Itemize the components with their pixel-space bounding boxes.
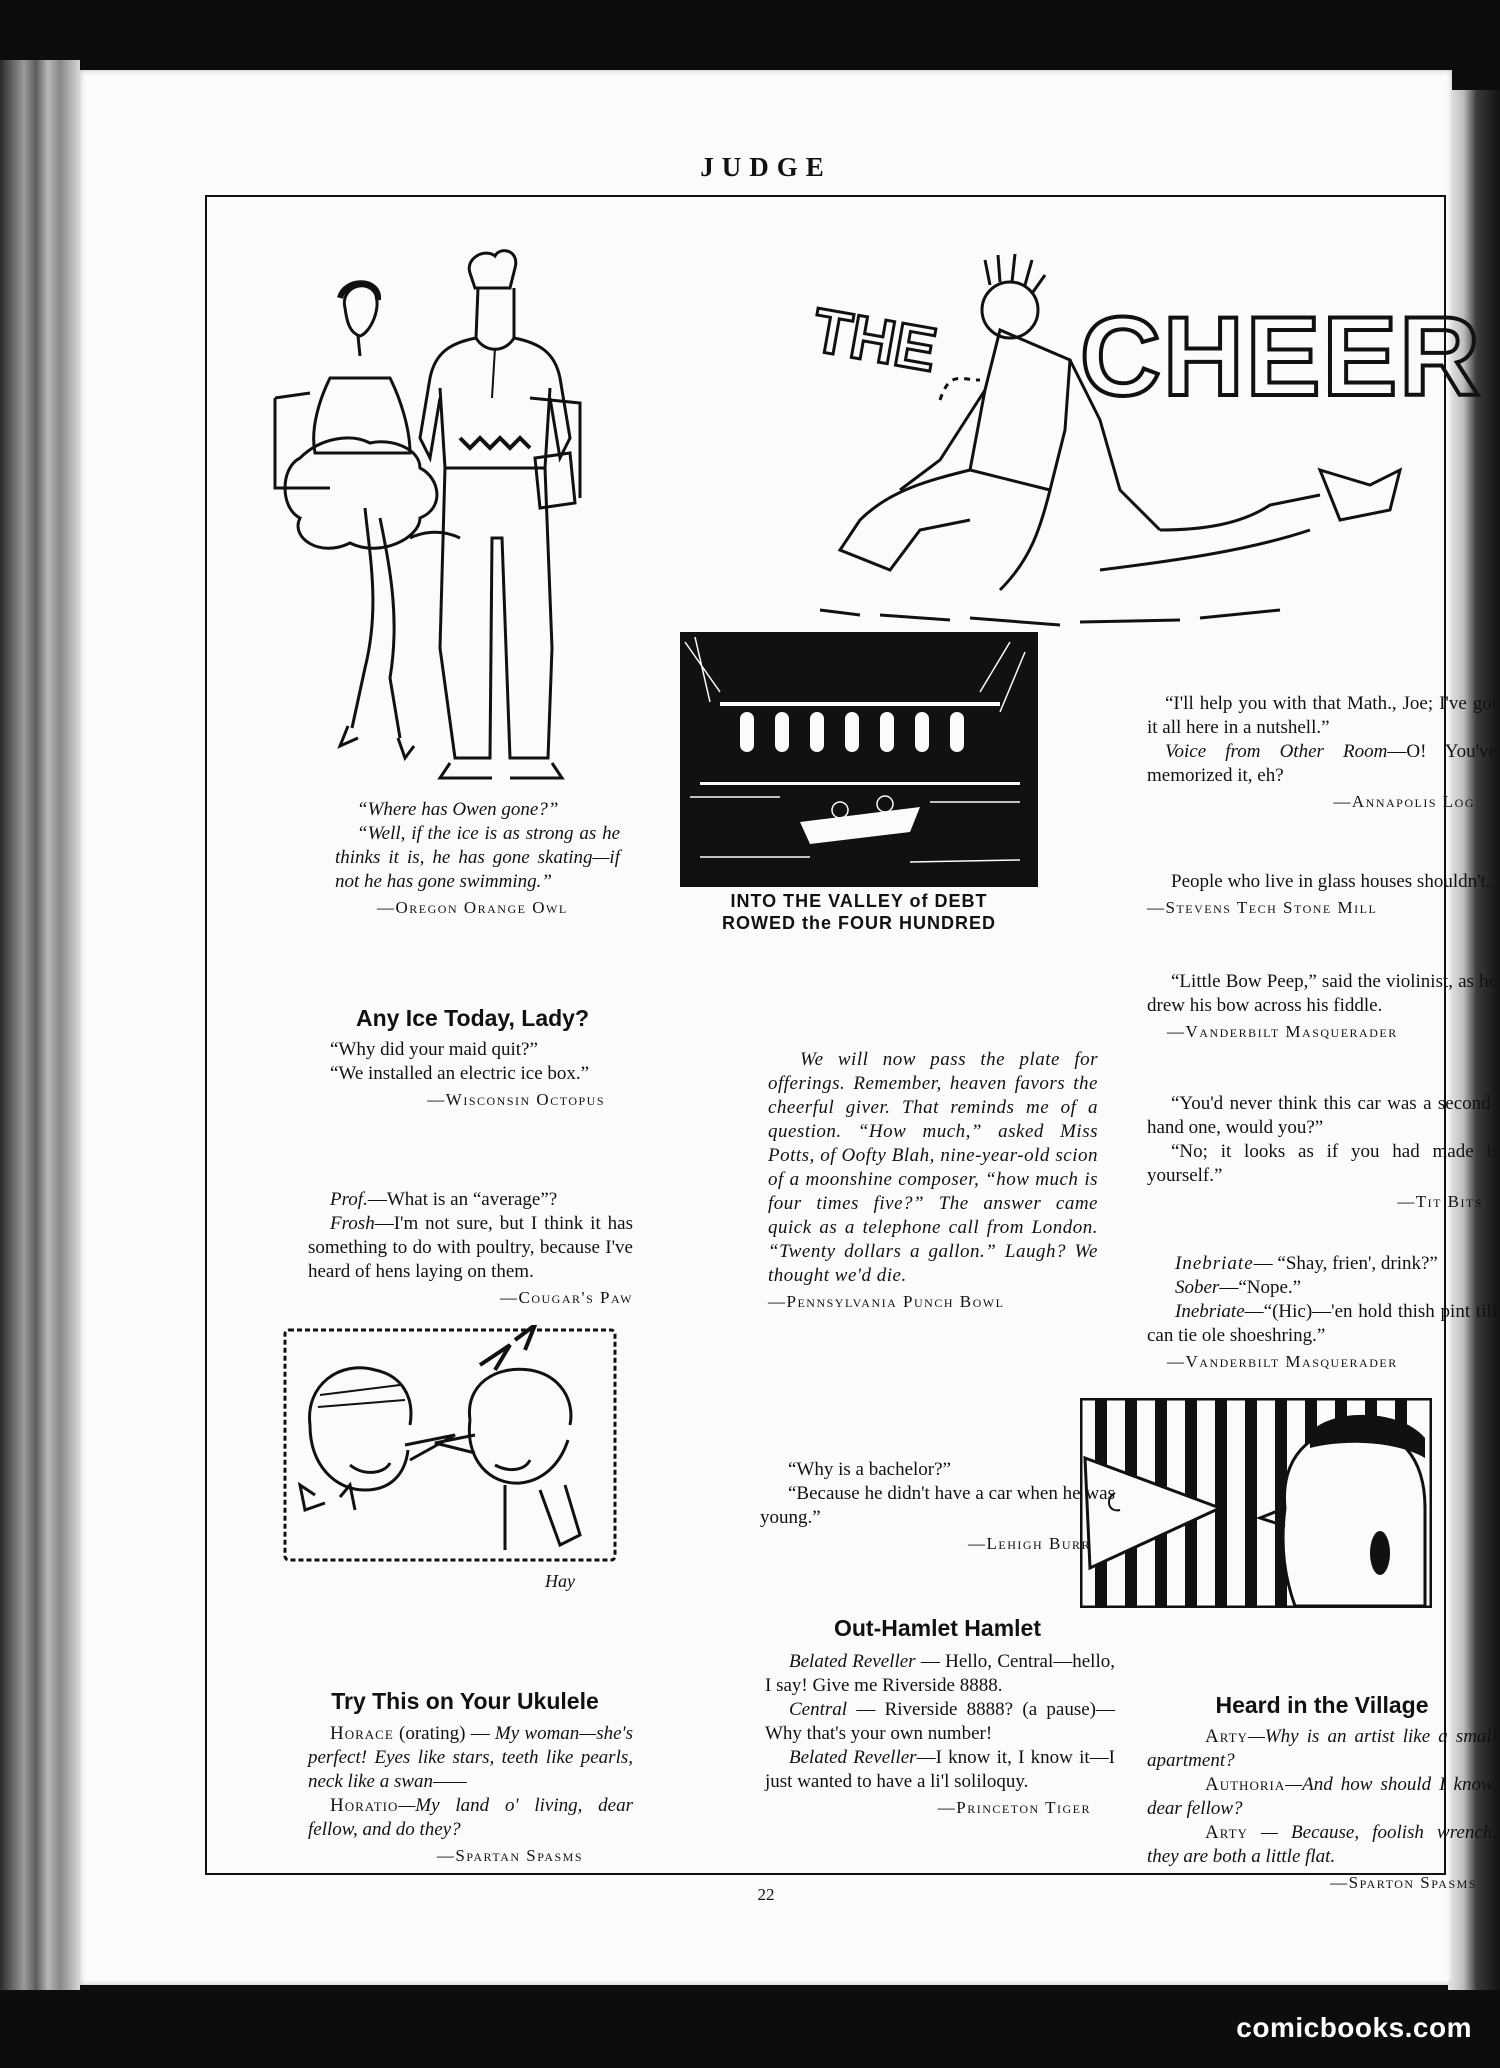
joke-bachelor-answer: “Because he didn't have a car when he was young.” <box>760 1483 1115 1528</box>
village-line-2: —And how should I know, dear fellow? <box>1147 1774 1497 1819</box>
joke-ice-answer: “We installed an electric ice box.” <box>330 1063 590 1084</box>
inebriate-speaker-1: Inebriate <box>1175 1253 1254 1274</box>
frosh-speaker: Frosh <box>330 1213 375 1234</box>
valley-woodcut <box>680 632 1038 887</box>
joke-plate-text: We will now pass the plate for offerings. Remember, heaven favors the cheerful giver. That reminds me of a question. “How much,” asked Miss Potts, of Oofty Blah, nine-year-old scion of a moonshine composer, “how much is four times five?” The answer came quick as a telephone call from London. “Twenty dollars a gallon.” Laugh? We thought we'd die. <box>768 1049 1098 1286</box>
joke-car <box>1147 1092 1497 1214</box>
inebriate-speaker-2: Inebriate <box>1175 1301 1245 1322</box>
sober-line: —“Nope.” <box>1219 1277 1302 1298</box>
valley-caption-line1: INTO THE VALLEY of DEBT <box>730 891 988 911</box>
village-line-1: —Why is an artist like a small apartment? <box>1147 1726 1497 1771</box>
joke-math-question: “I'll help you with that Math., Joe; I've got it all here in a nutshell.” <box>1147 693 1497 738</box>
voice-speaker: Voice from Other Room <box>1165 741 1388 762</box>
joke-inebriate-source: —Vanderbilt Masquerader <box>1167 1352 1398 1371</box>
prof-speaker: Prof. <box>330 1189 368 1210</box>
voice-line: —O! You've memorized it, eh? <box>1147 741 1497 786</box>
horace-line: My woman—she's perfect! Eyes like stars, teeth like pearls, neck like a swan—— <box>308 1723 633 1792</box>
magazine-title: JUDGE <box>700 152 832 182</box>
horace-stage: (orating) — <box>393 1723 495 1744</box>
prof-line: —What is an “average”? <box>367 1189 558 1210</box>
joke-owen-question: “Where has Owen gone?” <box>357 799 559 820</box>
caricature-cartoon <box>280 1325 620 1595</box>
joke-bachelor-question: “Why is a bachelor?” <box>788 1459 951 1480</box>
hamlet-speaker-2: Central <box>789 1699 848 1720</box>
joke-hamlet <box>765 1650 1115 1820</box>
horace-speaker: Horace <box>330 1723 394 1744</box>
joke-ice-question: “Why did your maid quit?” <box>330 1039 538 1060</box>
joke-bopeep-text: “Little Bow Peep,” said the violinist, as he drew his bow across his fiddle. <box>1147 971 1497 1016</box>
joke-owen-answer: “Well, if the ice is as strong as he thinks it is, he has gone skating—if not he has gone swimming.” <box>335 823 620 892</box>
joke-village-source: —Sparton Spasms <box>1330 1873 1477 1892</box>
joke-ice <box>308 1038 633 1112</box>
site-watermark: comicbooks.com <box>1236 2012 1472 2043</box>
village-speaker-3: Arty <box>1205 1822 1248 1843</box>
joke-ukulele-source: —Spartan Spasms <box>436 1846 583 1865</box>
village-speaker-1: Arty <box>1205 1726 1248 1747</box>
joke-village <box>1147 1725 1497 1895</box>
svg-text:Hay: Hay <box>545 1571 575 1591</box>
cheer-title-left: THE <box>807 295 942 386</box>
inebriate-line-1: — “Shay, frien', drink?” <box>1253 1253 1438 1274</box>
joke-owen-source: —Oregon Orange Owl <box>377 898 568 917</box>
hamlet-line-3: —I know it, I know it—I just wanted to have a li'l soliloquy. <box>765 1747 1115 1792</box>
valley-caption-line2: ROWED the FOUR HUNDRED <box>722 913 996 933</box>
joke-inebriate <box>1147 1252 1497 1374</box>
joke-average-source: —Cougar's Paw <box>500 1288 633 1307</box>
village-speaker-2: Authoria <box>1205 1774 1286 1795</box>
joke-car-answer: “No; it looks as if you had made it yourself.” <box>1147 1141 1497 1186</box>
heading-village: Heard in the Village <box>1215 1692 1429 1718</box>
page-number: 22 <box>757 1885 775 1904</box>
joke-math <box>1147 692 1497 814</box>
joke-plate-source: —Pennsylvania Punch Bowl <box>768 1292 1005 1311</box>
joke-glass-source: —Stevens Tech Stone Mill <box>1147 898 1378 917</box>
frosh-line: —I'm not sure, but I think it has something to do with poultry, because I've heard of hens laying on them. <box>308 1213 633 1282</box>
joke-car-source: —Tit Bits <box>1397 1192 1483 1211</box>
horatio-line: —My land o' living, dear fellow, and do they? <box>308 1795 633 1840</box>
joke-bopeep-source: —Vanderbilt Masquerader <box>1167 1022 1398 1041</box>
village-line-3: — Because, foolish wrench, they are both a little flat. <box>1147 1822 1497 1867</box>
hamlet-speaker-1: Belated Reveller <box>789 1651 916 1672</box>
hamlet-line-2: — Riverside 8888? (a pause)—Why that's your own number! <box>765 1699 1115 1744</box>
magazine-page <box>80 70 1497 1985</box>
village-cartoon <box>1080 1398 1432 1608</box>
sober-speaker: Sober <box>1175 1277 1220 1298</box>
joke-glass <box>1147 870 1497 920</box>
joke-hamlet-source: —Princeton Tiger <box>937 1798 1091 1817</box>
joke-bachelor <box>760 1458 1115 1556</box>
cheer-title-right: CHEER <box>1080 294 1483 419</box>
heading-ukulele: Try This on Your Ukulele <box>331 1688 599 1714</box>
inebriate-line-2: —“(Hic)—'en hold thish pint till can tie ole shoeshring.” <box>1147 1301 1497 1346</box>
joke-bachelor-source: —Lehigh Burr <box>968 1534 1091 1553</box>
left-binding-edge <box>0 60 80 1990</box>
joke-plate <box>768 1048 1098 1314</box>
joke-bopeep <box>1147 970 1497 1044</box>
hamlet-line-1: — Hello, Central—hello, I say! Give me Riverside 8888. <box>765 1651 1115 1696</box>
heading-hamlet: Out-Hamlet Hamlet <box>833 1615 1042 1641</box>
joke-car-question: “You'd never think this car was a second-hand one, would you?” <box>1147 1093 1497 1138</box>
couple-cartoon <box>270 238 590 798</box>
joke-math-source: —Annapolis Log <box>1333 792 1475 811</box>
horatio-speaker: Horatio <box>330 1795 399 1816</box>
joke-ice-source: —Wisconsin Octopus <box>427 1090 605 1109</box>
cheer-cartoon <box>800 230 1490 660</box>
joke-owen <box>335 798 620 920</box>
valley-caption <box>674 890 1044 934</box>
heading-any-ice: Any Ice Today, Lady? <box>355 1005 590 1031</box>
hamlet-speaker-3: Belated Reveller <box>789 1747 917 1768</box>
joke-ukulele <box>308 1722 633 1868</box>
joke-glass-text: People who live in glass houses shouldn't. <box>1171 871 1491 892</box>
joke-average <box>308 1188 633 1310</box>
